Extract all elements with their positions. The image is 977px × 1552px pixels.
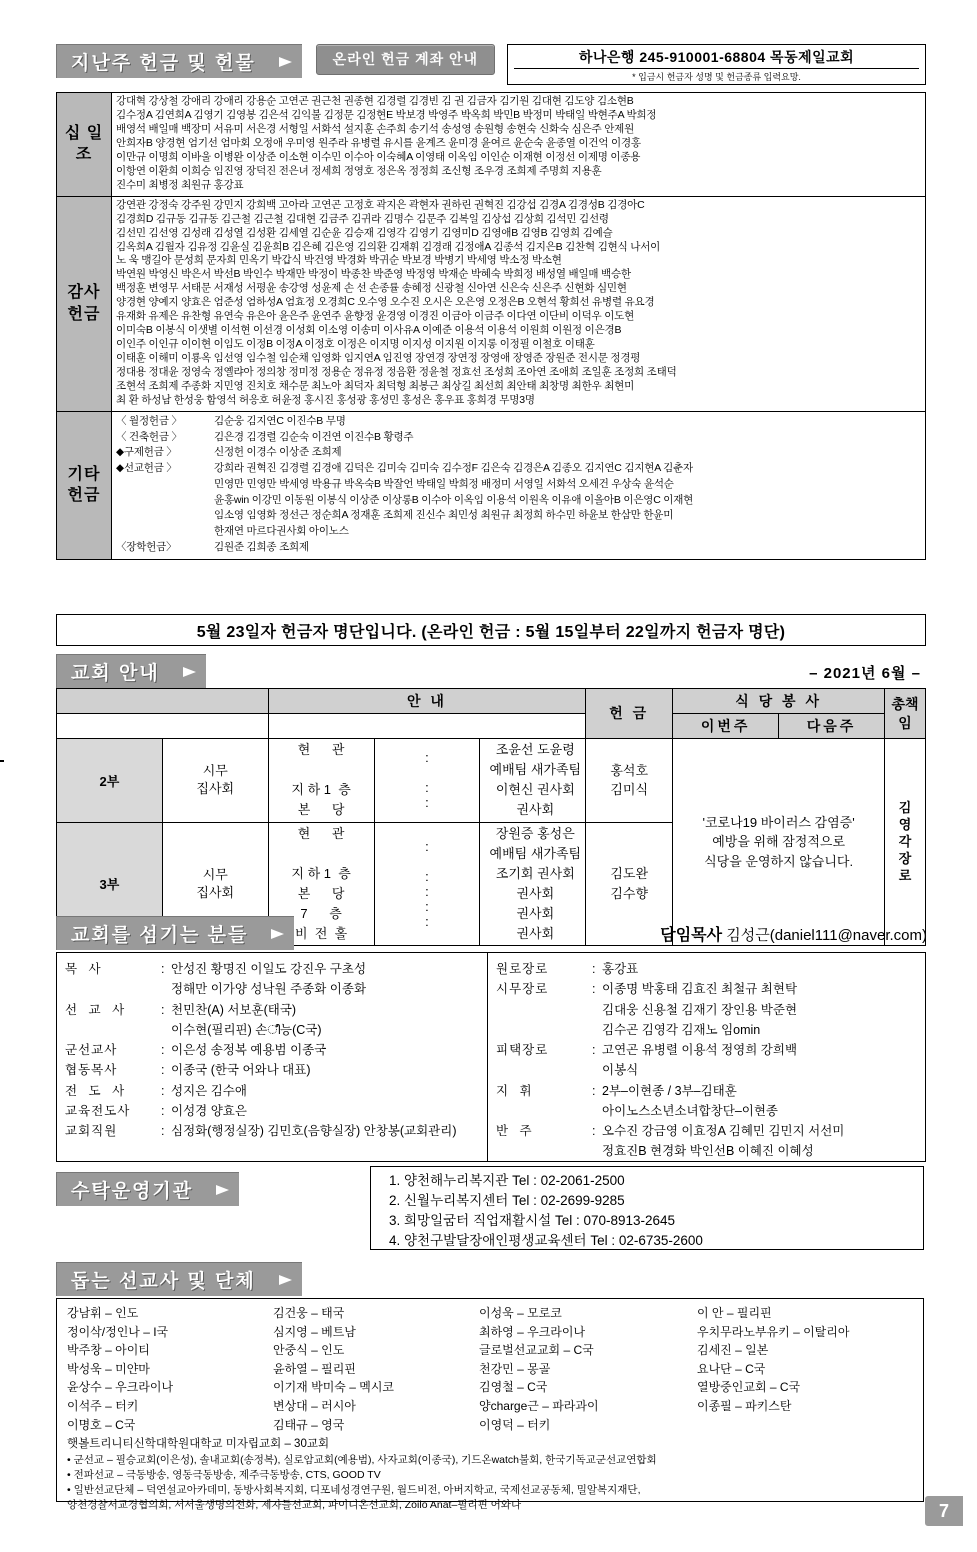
colon: [592, 1141, 602, 1161]
list-item: 박주창 – 아이티: [67, 1343, 150, 1358]
servant-value: 오수진 강금영 이효정A 김혜민 김민지 서선미: [602, 1124, 845, 1138]
chief-person: 김 영 각 장 로: [885, 739, 926, 946]
etc-row: [116, 477, 921, 493]
name-line: 김수정A 김연희A 김영기 김영봉 김은석 김익불 김정문 김정현E 박보경 박영주 박옥희 박민B 박정미 박태일 박현주A 박희정: [116, 108, 657, 121]
name-line: 박연원 박영신 박은서 박선B 박인수 박재만 박정이 박종찬 박준영 박정영 박재순 박혜숙 박희정 배성열 배일매 백승한: [116, 268, 631, 281]
missionary-bullet: 양천경찰서교경협의회, 서서울생명의전화, 제자들선교회, 파이디온선교회, Zoilo Anat–필리핀 어와나: [67, 1499, 522, 1512]
etc-label: 〈 건축헌금 〉: [116, 430, 182, 443]
missionary-column-2: [273, 1304, 479, 1434]
servant-value: 아이노스소년소녀합창단–이현종: [602, 1103, 779, 1118]
servants-left-column: [57, 953, 488, 1161]
servant-row: [496, 959, 917, 979]
bank-account-note: * 입금시 헌금자 성명 및 헌금종류 입력요망.: [514, 68, 919, 83]
servant-label: 피택장로: [496, 1043, 549, 1057]
servant-label: 목 사: [65, 962, 105, 976]
servant-label: [496, 1060, 592, 1080]
servant-row: [496, 1020, 917, 1040]
list-item: 안중식 – 인도: [273, 1343, 345, 1358]
name-line: 최 환 하성남 한성웅 함영석 허응호 허윤정 홍시진 홍성광 홍성민 홍성은 홍우표 홍희경 무명3명: [116, 394, 535, 407]
servant-row: [65, 1020, 479, 1040]
agency-item: 1. 양천해누리복지관 Tel : 02-2061-2500: [389, 1173, 625, 1188]
list-item: 이명호 – C국: [67, 1417, 136, 1432]
servant-row: [496, 1000, 917, 1020]
bank-account-box: [507, 44, 926, 85]
list-item: 이 안 – 필리핀: [697, 1306, 772, 1320]
tithe-names: [112, 93, 926, 197]
etc-names: [112, 411, 926, 559]
servant-value: 고연곤 유병렬 이용석 정영희 강희백: [602, 1043, 798, 1057]
servant-value: 이성경 양효은: [171, 1103, 247, 1118]
missionaries-grid: [57, 1304, 923, 1434]
servant-row: [496, 1121, 917, 1141]
list-item: 열방중인교회 – C국: [697, 1380, 801, 1395]
servant-value: 이은성 송정복 예용범 이종국: [171, 1043, 327, 1057]
service-part-2: 2부: [57, 739, 163, 823]
colon: [592, 1000, 602, 1020]
meal-notice: '코로나19 바이러스 감염증' 예방을 위해 잠정적으로 식당을 운영하지 않습니다.: [673, 739, 885, 946]
etc-value: 김은경 김경렬 김순숙 이건연 이진수B 황령주: [214, 430, 414, 443]
missionary-bullet: • 군선교 – 필승교회(이은성), 솔내교회(송정복), 실로암교회(예용범), 사자교회(이종국), 기드온watch불회, 한국기독교군선교연합회: [67, 1454, 657, 1467]
list-item: 우치무라노부유키 – 이탈리아: [697, 1324, 850, 1339]
list-item: 양charge근 – 파라과이: [479, 1398, 599, 1413]
etc-row: [116, 461, 921, 477]
colon: [161, 1020, 171, 1040]
thanksgiving-names: [112, 196, 926, 411]
list-item: 심지영 – 베트남: [273, 1324, 356, 1339]
servant-row: [65, 1121, 479, 1141]
servant-value: 안성진 황명진 이일도 강진우 구초성: [171, 962, 367, 976]
etc-label: 〈 월정헌금 〉: [116, 414, 182, 427]
servant-value: 홍강표: [602, 962, 639, 976]
list-item: 김세진 – 일본: [697, 1343, 769, 1358]
floor-labels-3: 현 관 지 하 1 층 본 당 7 층 비 전 홀: [268, 822, 374, 946]
servant-label: [496, 1020, 592, 1040]
missionary-column-1: [67, 1304, 273, 1434]
servant-row: [496, 1081, 917, 1101]
etc-row: [116, 524, 921, 540]
servant-value: 이종명 박홍태 김효진 최철규 최현탁: [602, 982, 798, 997]
list-item: 정이삭/정인나 – I국: [67, 1324, 169, 1339]
list-item: 박성욱 – 미얀마: [67, 1361, 150, 1376]
colon: [161, 979, 171, 999]
servant-label: 교육전도사: [65, 1103, 131, 1118]
name-line: 안희자B 양경현 엄기선 엄마회 오정애 우미영 원주라 유병렬 유시를 윤계즈 윤미경 윤여르 윤순숙 윤종열 이건억 이경홍: [116, 136, 641, 149]
missionary-column-4: [697, 1304, 913, 1434]
servant-value: 정해만 이가양 성낙원 주종화 이종화: [171, 982, 367, 997]
name-line: 이태훈 이해미 이룡옥 임선영 임수철 임순채 임영화 임지연A 임진영 장연경 장연정 장영애 장영준 장원준 전시문 정경평: [116, 352, 641, 365]
servant-value: 이봉식: [602, 1063, 639, 1078]
etc-value: 신정헌 이경수 이상준 조희제: [214, 446, 342, 459]
subheader-spacer: [57, 714, 269, 739]
colon: :: [592, 982, 596, 997]
missionary-bullet: • 전파선교 – 극동방송, 영동극동방송, 제주극동방송, CTS, GOOD TV: [67, 1469, 381, 1482]
name-line: 이항연 이환희 이희승 임진영 장덕진 전은녀 정세희 정영호 정은옥 정정희 조신형 조우경 조희제 주명희 지용훈: [116, 164, 602, 177]
list-item: 이기재 박미숙 – 멕시코: [273, 1380, 395, 1395]
etc-row: [116, 414, 921, 430]
name-line: 조현석 조희제 주종화 지민영 진치호 채수문 최노아 최덕자 최덕형 최봉근 최상길 최선희 최안태 최창명 최한우 최현미: [116, 380, 635, 393]
servant-row: [65, 1101, 479, 1121]
offerings-table: [56, 92, 926, 560]
missionary-bullet: • 일반선교단체 – 덕연설교아카데미, 동방사회복지회, 디포네성경연구원, 월드비전, 아버지학교, 국제선교공동체, 밀알복지재단,: [67, 1484, 641, 1497]
colon: :: [161, 1083, 165, 1098]
category-tithe: 십 일 조: [57, 93, 112, 197]
etc-label: ◆구제헌금 〉: [116, 446, 177, 459]
servant-value: 심정화(행정실장) 김민호(음향실장) 안창봉(교회관리): [171, 1124, 457, 1138]
table-row-etc: [57, 411, 926, 559]
agency-item: 3. 희망일굼터 직업재활시설 Tel : 070-8913-2645: [389, 1212, 676, 1228]
servants-title: 교회를 섬기는 분들: [56, 916, 294, 950]
header-content: 안 내: [268, 689, 586, 714]
colon: :: [592, 1083, 596, 1098]
floor-people-3: 장원증 홍성은 예배팀 새가족팀 조기회 권사회 권사회 권사회 권사회: [480, 822, 586, 946]
servant-label: 원로장로: [496, 962, 549, 976]
bank-account-number: 하나은행 245-910001-68804 목동제일교회: [578, 49, 855, 65]
servant-row: [496, 1040, 917, 1060]
header-chief: 총책임: [885, 689, 926, 739]
etc-value: 김원준 김희종 조희제: [214, 540, 309, 553]
list-item: 김태규 – 영국: [273, 1417, 345, 1432]
church-info-title: 교회 안내: [56, 654, 206, 688]
category-etc: 기타 헌금: [57, 411, 112, 559]
servant-value: 천민찬(A) 서보훈(태국): [171, 1002, 297, 1017]
servant-label: 군선교사: [65, 1043, 118, 1057]
servant-row: [65, 959, 479, 979]
colon: :: [592, 1124, 596, 1138]
servant-label: 선 교 사: [65, 1002, 129, 1017]
etc-row: [116, 540, 921, 556]
senior-pastor-label: 담임목사: [660, 927, 723, 944]
etc-label: 〈장학헌금〉: [116, 540, 177, 553]
servant-label: 반 주: [496, 1124, 536, 1138]
name-line: 김선민 김선영 김성래 김성열 김성환 김세열 김순윤 김승재 김영각 김영기 김영미D 김영애B 김영B 김영희 김예슬: [116, 226, 613, 239]
colon: :: [592, 962, 596, 976]
servant-row: [65, 979, 479, 999]
name-line: 이인주 이인규 이이현 이임도 이정B 이정A 이정호 이정은 이지명 이지성 이지원 이지롱 이정필 이철호 이태훈: [116, 338, 595, 351]
name-line: 정대용 정대윤 정영숙 정옐랴아 정의창 정미정 정용순 정유정 정음환 정윤철 정효선 조성희 조아연 조애희 조일훈 조정희 조태덕: [116, 366, 677, 379]
colon: :: [161, 1124, 165, 1138]
servant-row: [496, 1141, 917, 1161]
name-line: 유재화 유제은 유찬형 유연숙 유은아 윤은주 윤연주 윤향정 윤경영 이경진 이금아 이금주 이다연 이단비 이덕우 이도현: [116, 310, 635, 323]
colon: :: [592, 1043, 596, 1057]
servant-value: 정효진B 현경화 박인선B 이혜진 이혜성: [602, 1144, 814, 1159]
table-subheader-row: [57, 714, 926, 739]
etc-value: 민영만 민영만 박세영 박용규 박옥숙B 박잘언 박태일 박희정 배정미 서영일 서화석 오세건 우상숙 윤석순: [214, 477, 674, 490]
servant-value: 2부–이현종 / 3부–김태훈: [602, 1083, 737, 1098]
servant-row: [496, 1060, 917, 1080]
colon: [592, 1101, 602, 1121]
etc-row: [116, 430, 921, 446]
page-edge-mark: [0, 760, 4, 762]
colon: :: [161, 1063, 165, 1078]
etc-row: [116, 493, 921, 509]
offerings-title: 지난주 헌금 및 헌물: [56, 44, 302, 78]
page-number: 7: [925, 1496, 963, 1526]
colon: :: [161, 962, 165, 976]
floor-colons-3: : : : : :: [374, 822, 480, 946]
name-line: 이만규 이명희 이바울 이병완 이상준 이소현 이수민 이수아 이숙혜A 이영태 이옥임 이인순 이재현 이정선 이제명 이종용: [116, 150, 641, 163]
servant-row: [65, 1000, 479, 1020]
servants-box: [56, 952, 926, 1162]
servant-value: 이종국 (한국 어와나 대표): [171, 1063, 311, 1078]
church-info-month: – 2021년 6월 –: [809, 665, 921, 682]
servant-row: [65, 1040, 479, 1060]
name-line: 진수미 최병정 최원규 홍강표: [116, 178, 244, 191]
list-item: 글로벌선교교회 – C국: [479, 1343, 594, 1358]
servant-label: 교회직원: [65, 1124, 118, 1138]
agencies-box: [370, 1166, 924, 1250]
list-item: 윤하열 – 필리핀: [273, 1361, 356, 1376]
floor-colons-2: : : :: [374, 739, 480, 823]
senior-pastor: [660, 922, 927, 945]
list-item: 김영철 – C국: [479, 1380, 548, 1395]
name-line: 강대혁 강상철 강애리 강애리 강용순 고연곤 권근천 권종현 김경렬 김경빈 김 권 김금자 김기원 김대현 김도양 김소현B: [116, 95, 634, 107]
servant-row: [496, 1101, 917, 1121]
list-item: 김건웅 – 태국: [273, 1306, 345, 1320]
servant-label: [496, 1141, 592, 1161]
name-line: 김경희D 김규동 김규동 김근철 김근철 김대현 김금주 김귀라 김명수 김문주 김복일 김상섭 김상희 김석민 김선령: [116, 212, 609, 225]
table-row-tithe: [57, 93, 926, 197]
servant-row: [65, 1060, 479, 1080]
subheader-next-week: 다음주: [779, 714, 885, 739]
colon: :: [161, 1103, 165, 1118]
missionary-extra: 햇볼트리니티신학대학원대학교 미자립교회 – 30교회: [67, 1438, 330, 1451]
subheader-this-week: 이번주: [673, 714, 779, 739]
name-line: 배영석 배일매 백장미 서유미 서은경 서형일 서화석 설지훈 손주희 송기석 송성영 송원형 송현숙 신화숙 심은주 안제원: [116, 122, 635, 135]
servant-label: [65, 979, 161, 999]
floor-labels-2: 현 관 지 하 1 층 본 당: [268, 739, 374, 823]
servant-row: [496, 979, 917, 999]
senior-pastor-name: 김성근(daniel111@naver.com): [726, 927, 927, 944]
agencies-title: 수탁운영기관: [56, 1172, 239, 1206]
header-offering: 헌 금: [586, 689, 673, 739]
category-thanksgiving: 감사 헌금: [57, 196, 112, 411]
etc-value: 김순웅 김지연C 이진수B 무명: [214, 414, 346, 427]
servant-label: [65, 1020, 161, 1040]
servant-row: [65, 1081, 479, 1101]
header-meal: 식 당 봉 사: [673, 689, 885, 714]
offerings-header-row: [56, 44, 926, 85]
list-item: 요나단 – C국: [697, 1361, 766, 1376]
etc-row: [116, 508, 921, 524]
table-row-service2: [57, 739, 926, 823]
online-offering-button[interactable]: 온라인 헌금 계좌 안내: [316, 44, 495, 75]
list-item: 천강민 – 몽골: [479, 1361, 551, 1376]
servant-value: 성지은 김수애: [171, 1083, 247, 1098]
list-item: 이종필 – 파키스탄: [697, 1398, 792, 1413]
list-item: 변상대 – 러시아: [273, 1398, 356, 1413]
servants-right-column: [488, 953, 925, 1161]
list-item: 이석주 – 터키: [67, 1398, 139, 1413]
name-line: 이미숙B 이봉식 이샛별 이석현 이선경 이성회 이소영 이송미 이사유A 이예준 이용석 이용석 이원희 이원정 이은경B: [116, 324, 622, 337]
offering-person-3: 김도완 김수향: [586, 822, 673, 946]
agency-item: 2. 신월누리복지센터 Tel : 02-2699-9285: [389, 1192, 625, 1208]
header-spacer: [57, 689, 269, 714]
servant-label: 시무장로: [496, 982, 549, 997]
colon: :: [161, 1043, 165, 1057]
etc-value: 한재연 마르다권사회 아이노스: [214, 525, 349, 538]
offering-person-2: 홍석호 김미식: [586, 739, 673, 823]
colon: [592, 1060, 602, 1080]
floor-people-2: 조윤선 도윤령 예배팀 새가족팀 이현신 권사회 권사회: [480, 739, 586, 823]
etc-value: 임소영 임영화 정선근 정순희A 정재훈 조희제 진신수 최민성 최원규 최정희 하수민 하윤보 한삼만 한윤미: [214, 509, 674, 522]
church-info-table: [56, 688, 926, 946]
name-line: 백정훈 변영무 서태문 서재성 서평윤 송강영 성윤제 손 선 손종률 송혜정 신광철 신아연 신은숙 신은주 신현화 심민현: [116, 282, 627, 295]
missionary-column-3: [479, 1304, 697, 1434]
offering-date-notice: 5월 23일자 헌금자 명단입니다. (온라인 헌금 : 5월 15일부터 22일까지 헌금자 명단): [56, 614, 926, 646]
servant-label: 협동목사: [65, 1063, 118, 1078]
servant-label: 지 휘: [496, 1083, 536, 1098]
table-row-thanks: [57, 196, 926, 411]
servant-label: [496, 1000, 592, 1020]
table-header-row: [57, 689, 926, 714]
agency-item: 4. 양천구발달장애인평생교육센터 Tel : 02-6735-2600: [389, 1232, 703, 1248]
servant-value: 이수현(필리핀) 손ീ능(C국): [171, 1022, 322, 1037]
etc-row: [116, 445, 921, 461]
name-line: 양경현 양예지 양효은 엄준성 엄하성A 엄효정 오경희C 오수영 오수진 오시은 오은영 오정은B 오현석 황희선 유병렬 유요경: [116, 296, 655, 309]
list-item: 이영덕 – 터키: [479, 1417, 551, 1432]
servant-label: 전 도 사: [65, 1083, 129, 1098]
service-org-3: 시무 집사회: [162, 822, 268, 946]
missionaries-title: 돕는 선교사 및 단체: [56, 1262, 302, 1296]
subheader-spacer2: [268, 714, 586, 739]
servant-value: 김대웅 신용철 김재기 장인용 박준현: [602, 1002, 798, 1017]
colon: [592, 1020, 602, 1040]
etc-value: 윤홍win 이강민 이동원 이봉식 이상준 이상롱B 이수아 이옥임 이용석 이원옥 이유애 이올아B 이은영C 이재현: [214, 493, 694, 506]
list-item: 최하영 – 우크라이나: [479, 1324, 586, 1339]
servant-label: [496, 1101, 592, 1121]
missionaries-box: [56, 1298, 924, 1512]
list-item: 이성욱 – 모로코: [479, 1306, 562, 1320]
service-part-3: 3부: [57, 822, 163, 946]
name-line: 김옥희A 김월자 김유정 김윤실 김윤희B 김은혜 김은영 김의환 김재휘 김경래 김정애A 김종석 김지은B 김찬혁 김현식 나서이: [116, 240, 661, 253]
service-org-2: 시무 집사회: [162, 739, 268, 823]
list-item: 강남휘 – 인도: [67, 1306, 139, 1320]
list-item: 윤상수 – 우크라이나: [67, 1380, 174, 1395]
colon: :: [161, 1002, 165, 1017]
servant-value: 김수곤 김영각 김재노 임omin: [602, 1022, 761, 1037]
etc-label: ◆선교헌금 〉: [116, 462, 177, 475]
name-line: 노 욱 맹길아 문성희 문자희 민옥기 박갑식 박건영 박경화 박귀순 박보경 박병기 박세영 박소정 박소현: [116, 254, 562, 267]
etc-value: 강희라 권혁진 김경렬 김경애 김덕은 김미숙 김미숙 김수정F 김은숙 김경은A 김종오 김지연C 김지현A 김춘자: [214, 462, 693, 475]
name-line: 강연관 강정숙 강주원 강민지 강희백 고아라 고연곤 고정호 곽지은 곽현자 권하린 권혁진 김강섭 김경A 김경성B 김경아C: [116, 198, 645, 211]
